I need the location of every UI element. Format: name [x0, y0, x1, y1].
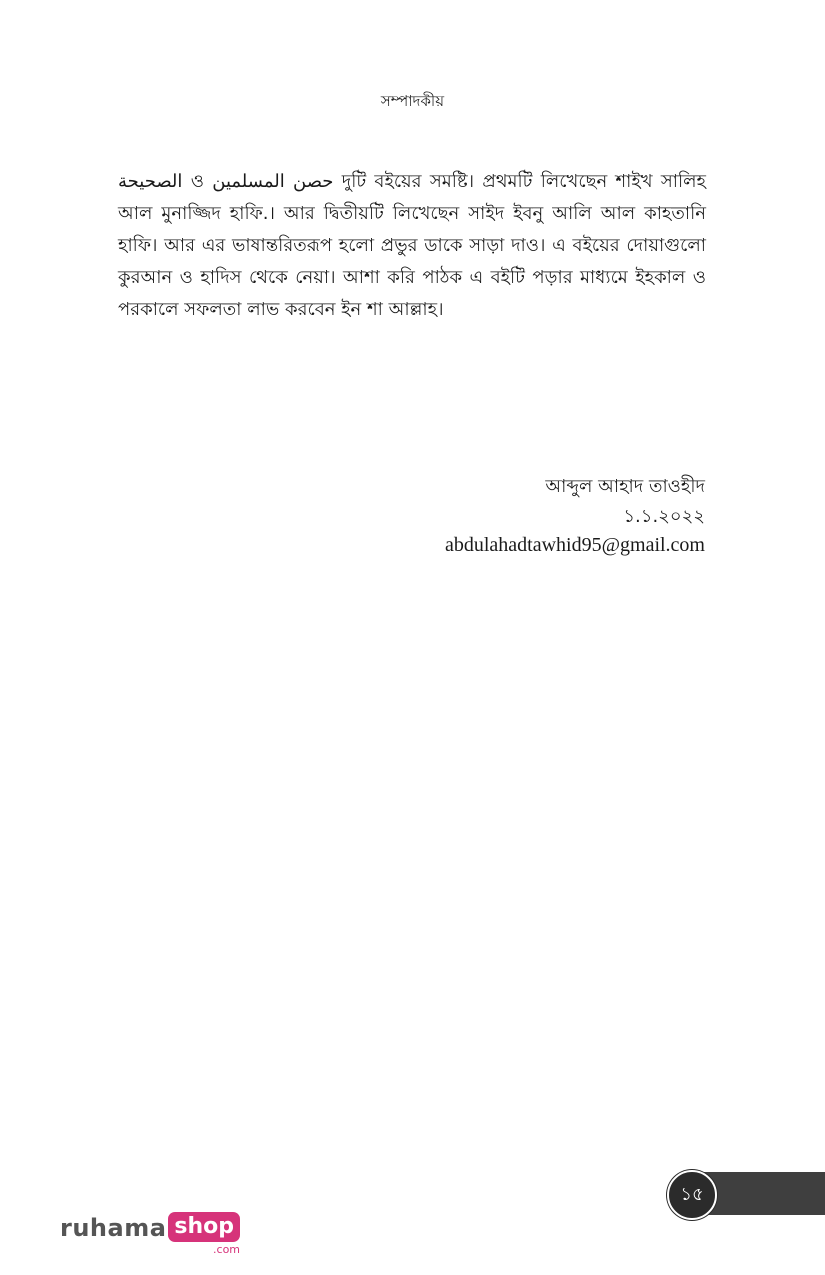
ruhamashop-logo [60, 1212, 240, 1257]
author-email: abdulahadtawhid95@gmail.com [444, 534, 705, 556]
logo-text-shop: shop [168, 1212, 240, 1242]
paragraph-text: দুটি বইয়ের সমষ্টি। প্রথমটি লিখেছেন শাইখ সালিহ আল মুনাজ্জিদ হাফি.। আর দ্বিতীয়টি লিখেছেন সাইদ ইবনু আলি আল কাহতানি হাফি। আর এর ভাষান্তরিতরূপ হলো প্রভুর ডাকে সাড়া দাও। এ বইয়ের দোয়াগুলো কুরআন ও হাদিস থেকে নেয়া। আশা করি পাঠক এ বইটি পড়ার মাধ্যমে ইহকাল ও পরকালে সফলতা লাভ করবেন ইন শা আল্লাহ। [118, 171, 706, 320]
page-number: ১৫ [680, 1183, 704, 1205]
arabic-book-titles: حصن المسلمين ও الصحيحة [118, 171, 334, 192]
signature-date: ১.১.২০২২ [623, 506, 705, 527]
author-name: আব্দুল আহাদ তাওহীদ [545, 476, 705, 497]
logo-shop-group [166, 1212, 240, 1257]
signature-block [445, 472, 705, 558]
page-number-badge [667, 1170, 717, 1220]
page-header-title: সম্পাদকীয় [380, 92, 445, 110]
body-paragraph [118, 166, 706, 326]
logo-text-com: .com [213, 1243, 241, 1256]
logo-text-ruhama: ruhama [60, 1214, 167, 1242]
